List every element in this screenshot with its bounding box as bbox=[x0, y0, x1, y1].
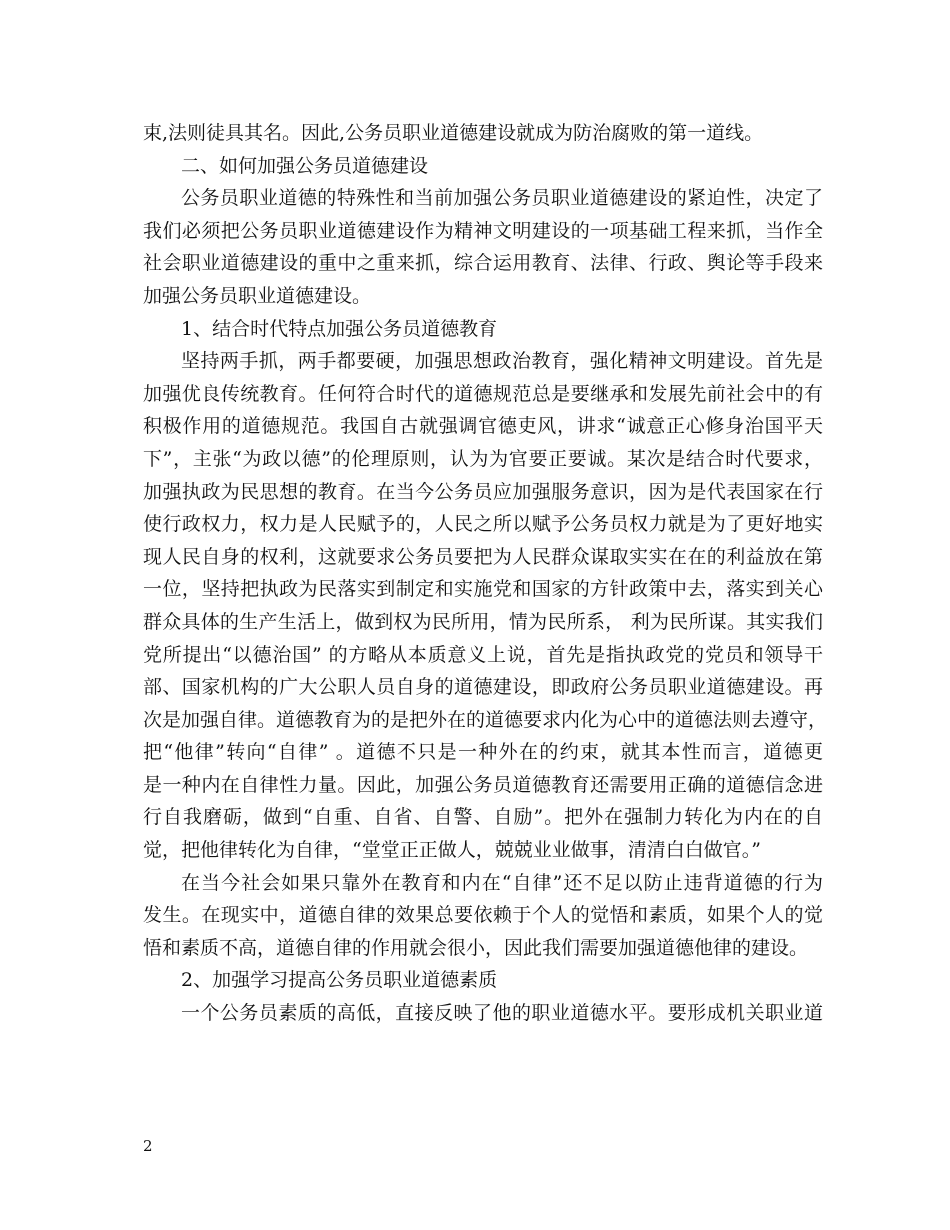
text-line: 发生。在现实中，道德自律的效果总要依赖于个人的觉悟和素质，如果个人的觉 bbox=[143, 904, 823, 927]
text-line: 次是加强自律。道德教育为的是把外在的道德要求内化为心中的道德法则去遵守， bbox=[143, 708, 828, 731]
text-line: 加强公务员职业道德建设。 bbox=[143, 284, 372, 307]
text-line: 行自我磨砺，做到“自重、自省、自警、自励”。把外在强制力转化为内在的自 bbox=[143, 806, 823, 829]
text-line: 悟和素质不高，道德自律的作用就会很小，因此我们需要加强道德他律的建设。 bbox=[143, 936, 809, 959]
text-line: 加强执政为民思想的教育。在当今公务员应加强服务意识，因为是代表国家在行 bbox=[143, 480, 823, 503]
text-line: 社会职业道德建设的重中之重来抓，综合运用教育、法律、行政、舆论等手段来 bbox=[143, 252, 823, 275]
text-line: 是一种内在自律性力量。因此，加强公务员道德教育还需要用正确的道德信念进 bbox=[143, 773, 823, 796]
text-line: 我们必须把公务员职业道德建设作为精神文明建设的一项基础工程来抓，当作全 bbox=[143, 219, 823, 242]
document-body bbox=[143, 117, 828, 1030]
text-line: 坚持两手抓，两手都要硬，加强思想政治教育，强化精神文明建设。首先是 bbox=[181, 350, 823, 373]
text-line: 公务员职业道德的特殊性和当前加强公务员职业道德建设的紧迫性，决定了 bbox=[181, 187, 823, 210]
text-line: 党所提出“以德治国” 的方略从本质意义上说，首先是指执政党的党员和领导干 bbox=[143, 643, 823, 666]
text-line: 部、国家机构的广大公职人员自身的道德建设，即政府公务员职业道德建设。再 bbox=[143, 676, 823, 699]
text-line: 一位，坚持把执政为民落实到制定和实施党和国家的方针政策中去，落实到关心 bbox=[143, 578, 823, 601]
text-line: 一个公务员素质的高低，直接反映了他的职业道德水平。要形成机关职业道 bbox=[181, 1002, 823, 1025]
text-line: 2、加强学习提高公务员职业道德素质 bbox=[181, 969, 498, 992]
text-line: 加强优良传统教育。任何符合时代的道德规范总是要继承和发展先前社会中的有 bbox=[143, 382, 823, 405]
text-line: 现人民自身的权利，这就要求公务员要把为人民群众谋取实实在在的利益放在第 bbox=[143, 545, 823, 568]
text-line: 束,法则徒具其名。因此,公务员职业道德建设就成为防治腐败的第一道线。 bbox=[143, 122, 764, 144]
text-line: 觉，把他律转化为自律，“堂堂正正做人，兢兢业业做事，清清白白做官。” bbox=[143, 839, 761, 862]
page-number: 2 bbox=[143, 1137, 153, 1155]
text-line: 在当今社会如果只靠外在教育和内在“自律”还不足以防止违背道德的行为 bbox=[181, 871, 823, 894]
text-line: 把“他律”转向“自律” 。道德不只是一种外在的约束，就其本性而言，道德更 bbox=[143, 741, 823, 764]
text-line: 积极作用的道德规范。我国自古就强调官德吏风，讲求“诚意正心修身治国平天 bbox=[143, 415, 823, 438]
text-line: 群众具体的生产生活上，做到权为民所用，情为民所系， 利为民所谋。其实我们 bbox=[143, 610, 823, 633]
text-line: 下”，主张“为政以德”的伦理原则，认为为官要正要诚。某次是结合时代要求， bbox=[143, 447, 823, 470]
text-line: 使行政权力，权力是人民赋予的，人民之所以赋予公务员权力就是为了更好地实 bbox=[143, 513, 823, 536]
text-line: 1、结合时代特点加强公务员道德教育 bbox=[181, 317, 498, 340]
text-line: 二、如何加强公务员道德建设 bbox=[181, 154, 429, 177]
